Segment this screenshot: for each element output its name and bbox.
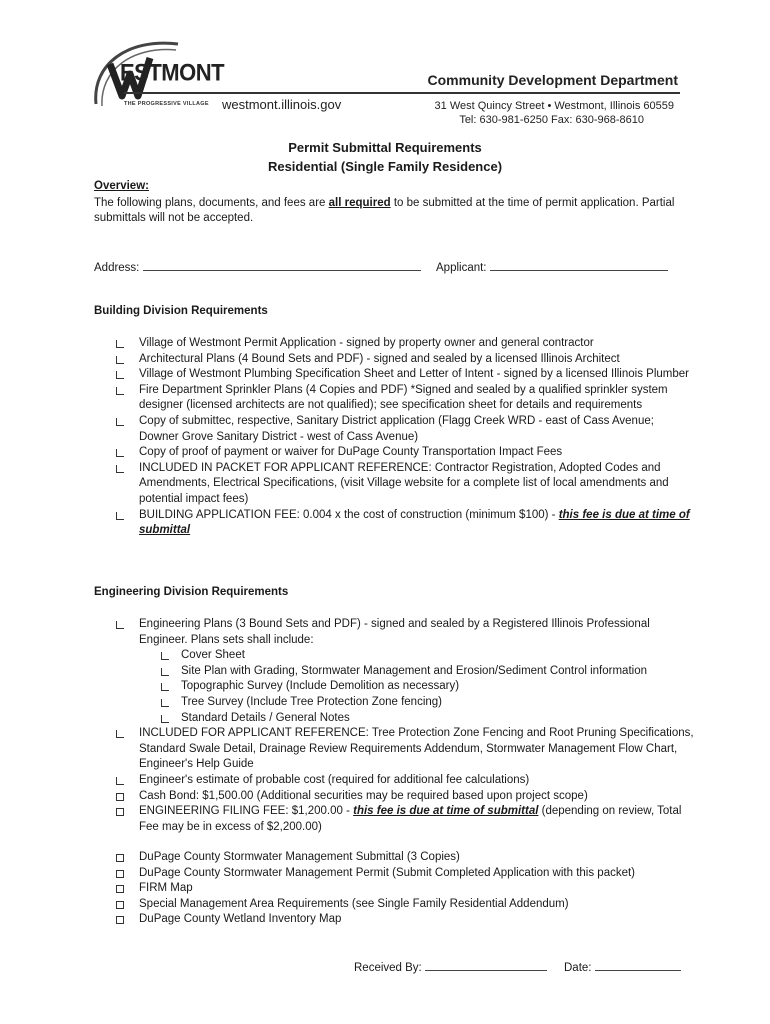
checkbox-icon[interactable] [161,652,169,660]
checkbox-icon[interactable] [116,387,124,395]
item-text: Copy of submittec, respective, Sanitary District application (Flagg Creek WRD - east of Cass Avenue; Downer Grove Sanitary District - west of Cass Avenue) [139,414,654,443]
item-text: Fire Department Sprinkler Plans (4 Copies and PDF) *Signed and sealed by a qualified sprinkler system designer (licensed architects are not qualified); see specification sheet for details and requirements [139,383,668,412]
item-text: Standard Details / General Notes [181,711,350,724]
received-by-label: Received By: [354,962,422,974]
checkbox-icon[interactable] [116,465,124,473]
fee-text: BUILDING APPLICATION FEE: 0.004 x the cost of construction (minimum $100) - [139,508,559,521]
received-by-blank[interactable] [425,958,547,971]
item-text: Cash Bond: $1,500.00 (Additional securities may be required based upon project scope) [139,789,588,802]
fee-after-text: (depending on review, Total Fee may be in excess of $2,200.00) [139,805,682,833]
overview-text-before: The following plans, documents, and fees are [94,197,329,209]
item-text: Village of Westmont Permit Application - signed by property owner and general contractor [139,337,594,349]
engineering-requirements-list [114,617,694,835]
document-subtitle: Residential (Single Family Residence) [267,159,503,174]
date-field[interactable] [564,958,681,974]
checklist-item [114,461,694,508]
website-link[interactable]: westmont.illinois.gov [222,97,342,112]
received-by-field[interactable] [354,958,547,974]
address-label: Address: [94,262,140,274]
checkbox-icon[interactable] [116,512,124,520]
checklist-item [114,367,694,383]
checklist-item [114,383,694,414]
fee-text: ENGINEERING FILING FEE: $1,200.00 - [139,805,354,818]
checklist-item [114,336,694,352]
checkbox-icon[interactable] [116,418,124,426]
checklist-item [114,726,694,773]
checkbox-icon[interactable] [116,916,124,924]
checkbox-icon[interactable] [116,371,124,379]
overview-text [94,196,694,226]
item-text: Engineer's estimate of probable cost (required for additional fee calculations) [139,773,530,786]
checkbox-icon[interactable] [116,356,124,364]
department-phone-fax: Tel: 630-981-6250 Fax: 630-968-8610 [459,114,644,126]
checkbox-icon[interactable] [116,854,124,862]
item-text: Site Plan with Grading, Stormwater Management and Erosion/Sediment Control information [181,664,647,677]
item-text: Tree Survey (Include Tree Protection Zone fencing) [181,695,443,708]
engineering-heading: Engineering Division Requirements [94,586,289,598]
checklist-item [114,773,694,789]
dupage-requirements-list [114,850,694,928]
sub-item [159,695,694,711]
document-title: Permit Submittal Requirements [288,140,482,155]
checklist-item [114,897,694,913]
item-text: FIRM Map [139,882,193,895]
checklist-item [114,881,694,897]
checklist-item [114,445,694,461]
overview-text-after: to be submitted at the time of permit application. Partial submittals will not be accepted. [94,197,675,224]
item-text: Architectural Plans (4 Bound Sets and PDF) - signed and sealed by a licensed Illinois Architect [139,352,620,365]
checklist-item-engineering-fee [114,804,694,835]
checkbox-icon[interactable] [116,885,124,893]
checklist-item [114,789,694,805]
checkbox-icon[interactable] [116,449,124,457]
item-text: DuPage County Stormwater Management Permit (Submit Completed Application with this packet) [139,866,636,879]
building-requirements-list [114,336,694,539]
checklist-item [114,912,694,928]
item-text: DuPage County Wetland Inventory Map [139,913,342,926]
checkbox-icon[interactable] [116,793,124,801]
sub-item [159,664,694,680]
address-blank[interactable] [143,258,421,271]
checklist-item [114,866,694,882]
checkbox-icon[interactable] [161,683,169,691]
address-field[interactable] [94,258,421,274]
applicant-label: Applicant: [436,262,487,274]
checkbox-icon[interactable] [116,808,124,816]
header-rule [124,92,680,94]
department-address: 31 West Quincy Street • Westmont, Illinois 60559 [434,100,674,112]
applicant-field[interactable] [436,258,668,274]
logo-wordmark: ESTMONT [120,58,225,87]
item-text: Cover Sheet [181,649,245,662]
date-blank[interactable] [595,958,681,971]
checkbox-icon[interactable] [161,715,169,723]
item-text: Special Management Area Requirements (see Single Family Residential Addendum) [139,897,569,910]
checklist-item [114,850,694,866]
building-heading: Building Division Requirements [94,305,268,317]
checklist-item-engineering-plans [114,617,694,726]
item-text: Topographic Survey (Include Demolition as necessary) [181,680,460,693]
fee-emphasis: this fee is due at time of submittal [139,508,690,537]
item-text: Village of Westmont Plumbing Specification Sheet and Letter of Intent - signed by a licensed Illinois Plumber [139,368,689,381]
checklist-item [114,414,694,445]
plans-sublist [139,648,694,726]
item-text: INCLUDED FOR APPLICANT REFERENCE: Tree Protection Zone Fencing and Root Pruning Specifications, Standard Swale Detail, Drainage Review Requirements Addendum, Stormwater Management Flow Chart, Engineer's Help Guide [139,727,694,771]
checkbox-icon[interactable] [116,870,124,878]
date-label: Date: [564,962,592,974]
checklist-item-building-fee [114,508,694,539]
department-name: Community Development Department [427,72,678,88]
sub-item [159,679,694,695]
sub-item [159,648,694,664]
checkbox-icon[interactable] [116,621,124,629]
checklist-item [114,352,694,368]
item-text: Copy of proof of payment or waiver for DuPage County Transportation Impact Fees [139,446,563,459]
item-text: Engineering Plans (3 Bound Sets and PDF) - signed and sealed by a Registered Illinois Professional Engineer. Plans sets shall include: [139,618,650,646]
checkbox-icon[interactable] [161,668,169,676]
checkbox-icon[interactable] [116,340,124,348]
overview-heading: Overview: [94,180,149,192]
checkbox-icon[interactable] [116,730,124,738]
logo-tagline: THE PROGRESSIVE VILLAGE [124,101,209,107]
sub-item [159,711,694,727]
fee-emphasis: this fee is due at time of submittal [353,805,539,818]
item-text: DuPage County Stormwater Management Submittal (3 Copies) [139,851,460,863]
checkbox-icon[interactable] [116,901,124,909]
item-text: INCLUDED IN PACKET FOR APPLICANT REFERENCE: Contractor Registration, Adopted Codes and Amendments, Electrical Specifications, (visit Village website for a complete list of local amendments and potential impact fees) [139,461,669,505]
overview-emphasis: all required [328,197,391,209]
checkbox-icon[interactable] [116,777,124,785]
checkbox-icon[interactable] [161,699,169,707]
applicant-blank[interactable] [490,258,668,271]
